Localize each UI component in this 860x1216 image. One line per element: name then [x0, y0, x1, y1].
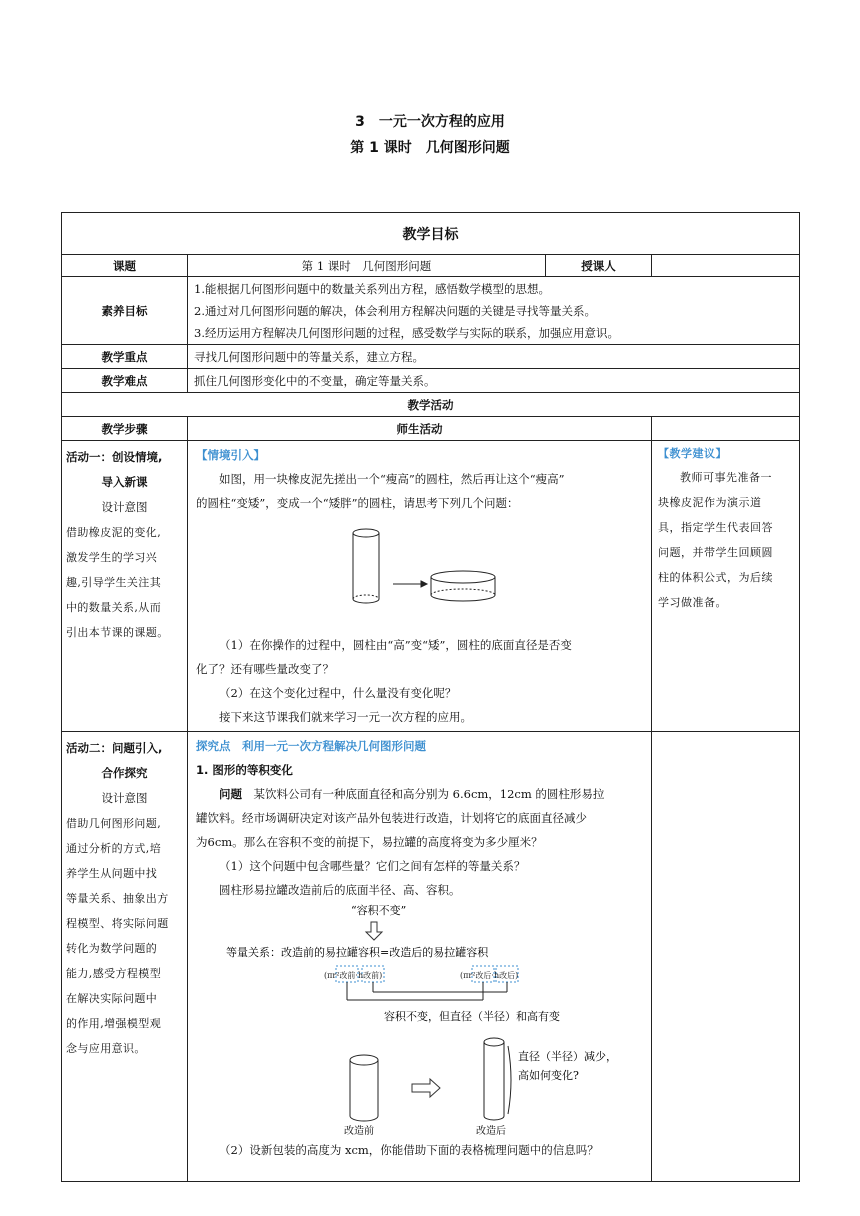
fig-callout-2: 高如何变化?	[518, 1069, 579, 1082]
question-1: （1）这个问题中包含哪些量？它们之间有怎样的等量关系？	[219, 859, 526, 873]
activity2-design-line: 养学生从问题中找	[66, 867, 158, 880]
problem-text: 某饮料公司有一种底面直径和高分别为 6.6cm，12cm 的圆柱形易拉	[253, 787, 605, 801]
suggestion-tag: 【教学建议】	[658, 447, 727, 460]
activities-header: 教学活动	[62, 393, 800, 417]
lesson-plan-table	[61, 212, 800, 1182]
question-2: （2）设新包装的高度为 xcm，你能借助下面的表格梳理问题中的信息吗？	[219, 1143, 599, 1157]
activity2-step	[62, 732, 188, 1182]
fig-cylinder-after	[484, 1038, 511, 1120]
goals-list	[188, 277, 800, 345]
lesson-label: 课题	[62, 255, 188, 277]
teacher-value	[652, 255, 800, 277]
activity2-design-line: 程模型、将实际问题	[66, 917, 169, 930]
activity2-design-line: 的作用,增强模型观	[66, 1017, 162, 1030]
table-header: 教学目标	[62, 213, 800, 255]
activity1-design-line: 激发学生的学习兴	[66, 551, 158, 564]
doc-subtitle: 第 1 课时 几何图形问题	[350, 140, 510, 156]
question-1-cont: 化了？还有哪些量改变了？	[196, 662, 334, 676]
activity1-design-line: 引出本节课的课题。	[66, 626, 169, 639]
activity2-design-line: 通过分析的方式,培	[66, 842, 162, 855]
cylinder-transform-figure	[341, 521, 521, 631]
question-2: （2）在这个变化过程中，什么量没有变化呢？	[219, 686, 457, 700]
goal-item: 2.通过对几何图形问题的解决，体会利用方程解决问题的关键是寻找等量关系。	[194, 303, 596, 318]
activity1-design-line: 借助橡皮泥的变化,	[66, 526, 162, 539]
right-arrow-icon	[412, 1079, 440, 1097]
fig-callout-1: 直径（半径）减少，	[518, 1050, 617, 1063]
cylinder-figure	[196, 515, 643, 633]
steps-label: 教学步骤	[62, 417, 188, 441]
activity1-design-line: 趣,引导学生关注其	[66, 576, 162, 589]
fig-before-label: 改造前	[344, 1126, 374, 1137]
activity1-design-label: 设计意图	[101, 500, 148, 514]
suggestion-line: 柱的体积公式，为后续	[658, 571, 773, 584]
suggestion-line: 具，指定学生代表回答	[658, 521, 773, 534]
suggestion-line: 学习做准备。	[658, 596, 727, 609]
suggestion-line: 块橡皮泥作为演示道	[658, 496, 762, 509]
activity2-design-line: 转化为数学问题的	[66, 942, 158, 955]
activity2-design-label: 设计意图	[101, 791, 148, 805]
goal-item: 1.能根据几何图形问题中的数量关系列出方程，感悟数学模型的思想。	[194, 281, 550, 296]
activity2-design-line: 在解决实际问题中	[66, 992, 158, 1005]
closing-text: 接下来这节课我们就来学习一元一次方程的应用。	[219, 710, 472, 724]
activity2-design-line: 等量关系、抽象出方	[66, 892, 169, 905]
volume-relation-diagram	[196, 902, 636, 1138]
teacher-label: 授课人	[546, 255, 652, 277]
question-1-answer: 圆柱形易拉罐改造前后的底面半径、高、容积。	[219, 883, 461, 897]
fig-formula-after: (πr²改后·h改后)	[460, 971, 519, 980]
activity2-title: 活动二：问题引入,	[66, 741, 163, 755]
section-heading: 1. 图形的等积变化	[196, 763, 293, 777]
situation-tag: 【情境引入】	[196, 448, 265, 462]
fig-note: 容积不变，但直径（半径）和高有变	[384, 1010, 560, 1023]
question-1: （1）在你操作的过程中，圆柱由“高”变“矮”，圆柱的底面直径是否变	[219, 638, 572, 652]
goals-label: 素养目标	[62, 277, 188, 345]
key-value: 寻找几何图形问题中的等量关系，建立方程。	[188, 345, 800, 369]
suggestion-line: 教师可事先准备一	[680, 471, 772, 484]
activity2-content	[188, 732, 652, 1182]
problem-label: 问题	[219, 787, 242, 801]
activity1-content	[188, 441, 652, 732]
doc-title: 3 一元一次方程的应用	[355, 114, 505, 130]
volume-figure	[196, 902, 643, 1138]
activity2-design-line: 借助几何图形问题,	[66, 817, 162, 830]
intro-text: 如图，用一块橡皮泥先搓出一个“瘦高”的圆柱，然后再让这个“瘦高”	[219, 472, 565, 486]
problem-text-2: 罐饮料。经市场调研决定对该产品外包装进行改造，计划将它的底面直径减少	[196, 811, 587, 825]
fig-after-label: 改造后	[476, 1126, 506, 1137]
explore-point: 探究点 利用一元一次方程解决几何图形问题	[196, 739, 426, 753]
activity2-design-line: 能力,感受方程模型	[66, 967, 162, 980]
difficulty-label: 教学难点	[62, 369, 188, 393]
suggestion-line: 问题，并带学生回顾圆	[658, 546, 773, 559]
activity1-step	[62, 441, 188, 732]
down-arrow-icon	[366, 922, 382, 940]
activity1-design-line: 中的数量关系,从而	[66, 601, 162, 614]
lesson-value: 第 1 课时 几何图形问题	[188, 255, 546, 277]
activity2-design-line: 念与应用意识。	[66, 1042, 146, 1055]
difficulty-value: 抓住几何图形变化中的不变量，确定等量关系。	[188, 369, 800, 393]
teacher-student-label: 师生活动	[188, 417, 652, 441]
fig-top-label: “容积不变”	[351, 904, 407, 917]
activity1-title: 活动一：创设情境,	[66, 450, 163, 464]
activity2-title-2: 合作探究	[101, 766, 148, 780]
goal-item: 3.经历运用方程解决几何图形问题的过程，感受数学与实际的联系，加强应用意识。	[194, 325, 619, 340]
fig-formula-before: (πr²改前·h改前)	[324, 971, 383, 980]
intro-text-2: 的圆柱“变矮”，变成一个“矮胖”的圆柱，请思考下列几个问题：	[196, 496, 519, 510]
key-label: 教学重点	[62, 345, 188, 369]
teaching-suggestion	[652, 441, 800, 732]
fig-relation: 等量关系：改造前的易拉罐容积=改造后的易拉罐容积	[226, 946, 489, 959]
problem-text-3: 为6cm。那么在容积不变的前提下，易拉罐的高度将变为多少厘米？	[196, 835, 543, 849]
fig-cylinder-before	[350, 1055, 378, 1121]
activity1-title-2: 导入新课	[101, 475, 148, 489]
